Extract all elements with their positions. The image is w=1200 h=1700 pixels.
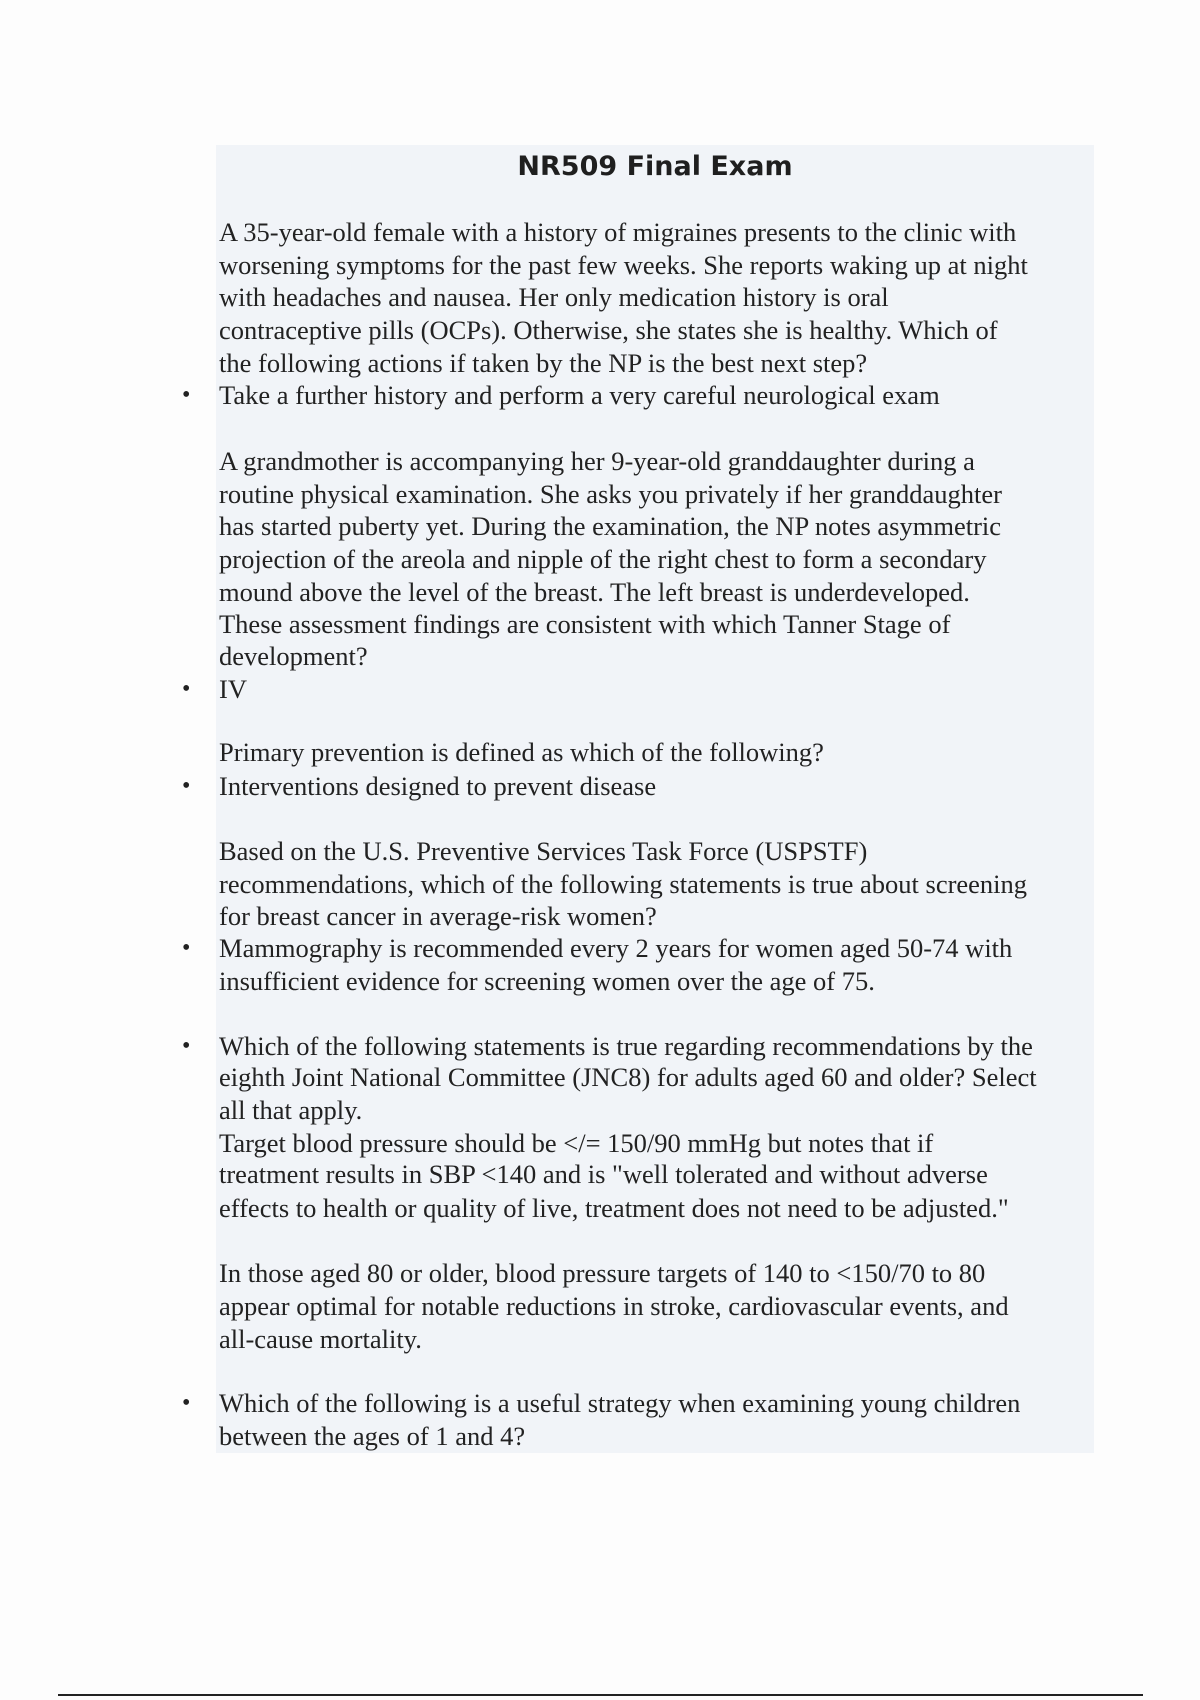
page-title: NR509 Final Exam	[517, 151, 793, 182]
answer-line: treatment results in SBP <140 and is "well tolerated and without adverse	[219, 1159, 988, 1189]
answer-line: insufficient evidence for screening women over the age of 75.	[219, 966, 875, 996]
answer-line: In those aged 80 or older, blood pressure targets of 140 to <150/70 to 80	[219, 1258, 986, 1288]
question-line: These assessment findings are consistent with which Tanner Stage of	[219, 609, 951, 639]
answer-line: appear optimal for notable reductions in stroke, cardiovascular events, and	[219, 1291, 1009, 1321]
question-line: has started puberty yet. During the examination, the NP notes asymmetric	[219, 511, 1002, 541]
answer-line: Mammography is recommended every 2 years for women aged 50-74 with	[219, 933, 1013, 963]
question-line: worsening symptoms for the past few weeks. She reports waking up at night	[219, 250, 1028, 280]
question-line: the following actions if taken by the NP is the best next step?	[219, 348, 868, 378]
question-line: all that apply.	[219, 1095, 363, 1125]
question-line: Primary prevention is defined as which of the following?	[219, 737, 824, 767]
footer-rule	[58, 1694, 1143, 1696]
answer-line: IV	[219, 674, 247, 704]
question-line: A grandmother is accompanying her 9-year-old granddaughter during a	[219, 446, 975, 476]
question-line: development?	[219, 641, 368, 671]
answer-line: all-cause mortality.	[219, 1324, 422, 1354]
question-line: eighth Joint National Committee (JNC8) for adults aged 60 and older? Select	[219, 1062, 1037, 1092]
question-line: between the ages of 1 and 4?	[219, 1421, 526, 1451]
question-line: projection of the areola and nipple of the right chest to form a secondary	[219, 544, 987, 574]
question-line: routine physical examination. She asks you privately if her granddaughter	[219, 479, 1003, 509]
bullet: •	[182, 382, 191, 408]
bullet: •	[182, 1390, 191, 1416]
answer-line: Target blood pressure should be </= 150/90 mmHg but notes that if	[219, 1128, 934, 1158]
bullet: •	[182, 773, 191, 799]
question-line: Based on the U.S. Preventive Services Task Force (USPSTF)	[219, 836, 868, 866]
question-line: Which of the following is a useful strategy when examining young children	[219, 1388, 1021, 1418]
question-line: Which of the following statements is true regarding recommendations by the	[219, 1031, 1033, 1061]
question-line: recommendations, which of the following statements is true about screening	[219, 869, 1028, 899]
answer-line: effects to health or quality of live, treatment does not need to be adjusted."	[219, 1193, 1009, 1223]
question-line: for breast cancer in average-risk women?	[219, 901, 657, 931]
question-line: mound above the level of the breast. The left breast is underdeveloped.	[219, 577, 970, 607]
answer-line: Interventions designed to prevent disease	[219, 771, 657, 801]
question-line: A 35-year-old female with a history of migraines presents to the clinic with	[219, 217, 1017, 247]
question-line: with headaches and nausea. Her only medication history is oral	[219, 282, 889, 312]
answer-line: Take a further history and perform a very careful neurological exam	[219, 380, 940, 410]
question-line: contraceptive pills (OCPs). Otherwise, she states she is healthy. Which of	[219, 315, 998, 345]
bullet: •	[182, 935, 191, 961]
bullet: •	[182, 1033, 191, 1059]
bullet: •	[182, 676, 191, 702]
